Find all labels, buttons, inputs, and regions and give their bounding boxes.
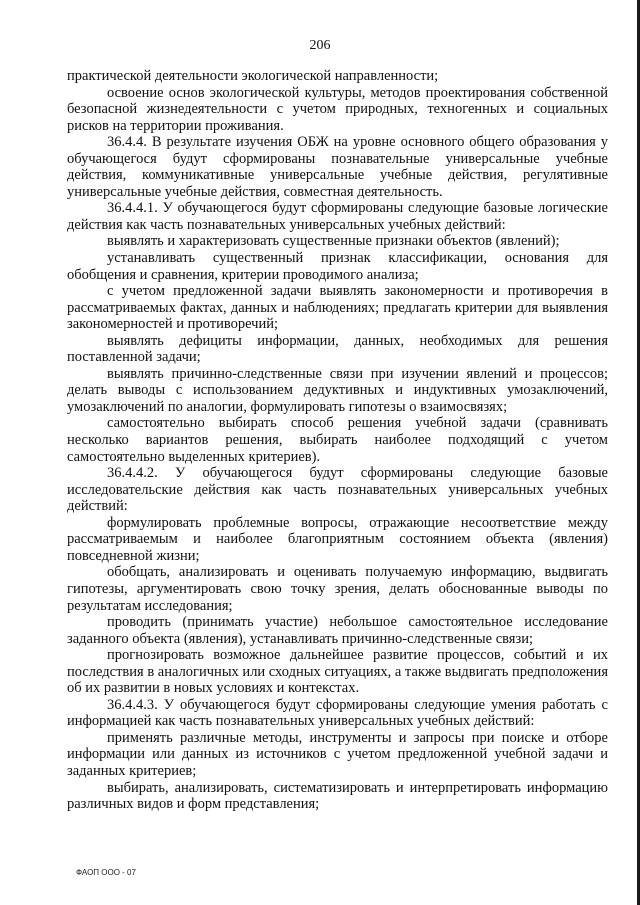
- paragraph: с учетом предложенной задачи выявлять закономерности и противоречия в рассматриваемых фактах, данных и наблюдениях; предлагать критерии для выявления закономерностей и противоречий;: [67, 283, 608, 333]
- paragraph: формулировать проблемные вопросы, отражающие несоответствие между рассматриваемым и наиболее благоприятным состоянием объекта (явления) повседневной жизни;: [67, 514, 608, 564]
- paragraph: практической деятельности экологической направленности;: [67, 68, 439, 84]
- paragraph: обобщать, анализировать и оценивать получаемую информацию, выдвигать гипотезы, аргументировать свою точку зрения, делать обоснованные выводы по результатам исследования;: [67, 564, 608, 614]
- paragraph: прогнозировать возможное дальнейшее развитие процессов, событий и их последствия в аналогичных или сходных ситуациях, а также выдвигать предположения об их развитии в новых условиях и контекстах.: [67, 647, 608, 697]
- paragraph: 36.4.4.3. У обучающегося будут сформированы следующие умения работать с информацией как часть познавательных универсальных учебных действий:: [67, 696, 608, 730]
- body-text: [67, 68, 608, 813]
- paragraph: освоение основ экологической культуры, методов проектирования собственной безопасной жизнедеятельности с учетом природных, техногенных и социальных рисков на территории проживания.: [67, 84, 608, 134]
- paragraph: 36.4.4.1. У обучающегося будут сформированы следующие базовые логические действия как часть познавательных универсальных учебных действий:: [67, 200, 608, 233]
- paragraph: 36.4.4.2. У обучающегося будут сформированы следующие базовые исследовательские действия как часть познавательных универсальных учебных действий:: [67, 465, 608, 515]
- paragraph: самостоятельно выбирать способ решения учебной задачи (сравнивать несколько вариантов решения, выбирать наиболее подходящий с учетом самостоятельно выделенных критериев).: [67, 415, 608, 465]
- paragraph: устанавливать существенный признак классификации, основания для обобщения и сравнения, критерии проводимого анализа;: [67, 250, 608, 283]
- paragraph: выбирать, анализировать, систематизировать и интерпретировать информацию различных видов и форм представления;: [67, 779, 608, 813]
- paragraph: выявлять дефициты информации, данных, необходимых для решения поставленной задачи;: [67, 332, 608, 366]
- paragraph: выявлять и характеризовать существенные признаки объектов (явлений);: [107, 233, 560, 250]
- footer-code: ФАОП ООО - 07: [76, 868, 136, 877]
- paragraph: 36.4.4. В результате изучения ОБЖ на уровне основного общего образования у обучающегося будут сформированы познавательные универсальные учебные действия, коммуникативные универсальные учебные действия, регулятивные универсальные учебные действия, совместная деятельность.: [67, 134, 608, 200]
- paragraph: выявлять причинно-следственные связи при изучении явлений и процессов; делать выводы с использованием дедуктивных и индуктивных умозаключений, умозаключений по аналогии, формулировать гипотезы о взаимосвязях;: [67, 365, 608, 415]
- paragraph: проводить (принимать участие) небольшое самостоятельное исследование заданного объекта (явления), устанавливать причинно-следственные связи;: [67, 614, 608, 647]
- page-number: 206: [309, 38, 331, 53]
- paragraph: применять различные методы, инструменты и запросы при поиске и отборе информации или данных из источников с учетом предложенной учебной задачи и заданных критериев;: [67, 729, 608, 779]
